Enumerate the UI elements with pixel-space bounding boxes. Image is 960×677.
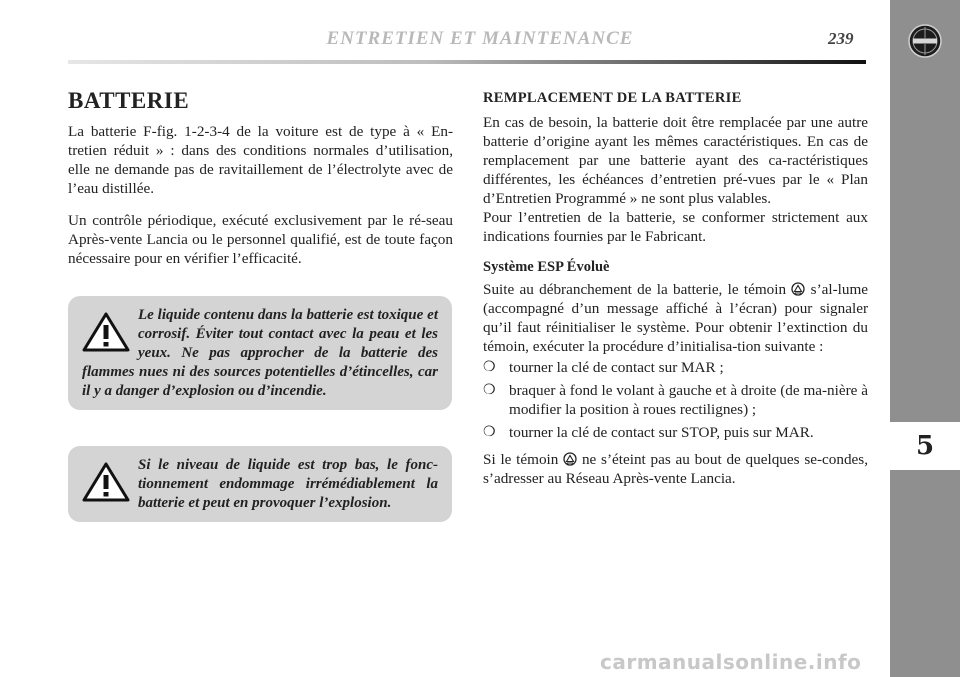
- replacement-paragraph-1: En cas de besoin, la batterie doit être remplacée par une autre batterie d’origine ayant les mêmes caractéristiques. En cas de remplacement par une batterie ayant des ca-ractéristiques différentes, les échéances d’entretien pré-vues par le « Plan d’Entretien Programmé » ne sont plus valables.: [483, 114, 868, 207]
- bullet-circle-icon: ❍: [483, 425, 496, 440]
- watermark: carmanualsonline.info: [600, 650, 862, 674]
- esp-final-paragraph: [483, 450, 868, 488]
- esp-warning-light-icon: [791, 282, 805, 296]
- replacement-paragraph-2: Pour l’entretien de la batterie, se conformer strictement aux indications fournies par le Fabricant.: [483, 209, 868, 245]
- left-column: [68, 88, 453, 281]
- bullet-circle-icon: ❍: [483, 383, 496, 398]
- section-title: BATTERIE: [68, 88, 190, 113]
- replacement-title: REMPLACEMENT DE LA BATTERIE: [483, 90, 742, 106]
- esp-final-end: ne s’éteint pas au bout de quelques se-condes, s’adresser au Réseau Après-vente Lancia.: [483, 451, 869, 487]
- battery-paragraph-1: La batterie F-fig. 1-2-3-4 de la voiture est de type à « En-tretien réduit » : dans des conditions normales d’utilisation, elle ne demande pas de ravitaillement de l’électrolyte avec de l’eau distillée.: [68, 123, 453, 197]
- right-column: [483, 88, 868, 501]
- warning-box-level: [68, 446, 452, 522]
- warning-text-level: Si le niveau de liquide est trop bas, le fonc-tionnement endommage irrémédiablement la batterie et peut en provoquer l’explosion.: [138, 457, 438, 511]
- chapter-sidebar: [890, 0, 960, 677]
- esp-intro-start: Suite au débranchement de la batterie, le témoin: [483, 281, 787, 298]
- warning-box-toxic: [68, 296, 452, 410]
- header-rule: [68, 60, 866, 64]
- list-item: ❍ tourner la clé de contact sur MAR ;: [483, 359, 724, 376]
- running-title: ENTRETIEN ET MAINTENANCE: [326, 28, 634, 49]
- procedure-list: [483, 358, 868, 442]
- esp-intro: [483, 280, 868, 356]
- bullet-circle-icon: ❍: [483, 360, 496, 375]
- esp-warning-light-icon: [563, 452, 577, 466]
- list-item: ❍ tourner la clé de contact sur STOP, puis sur MAR.: [483, 424, 814, 441]
- page-number: 239: [828, 29, 854, 48]
- chapter-number-tab: 5: [890, 422, 960, 470]
- list-item: ❍ braquer à fond le volant à gauche et à droite (de ma-nière à modifier la position à roues rectilignes) ;: [483, 382, 868, 418]
- battery-paragraph-2: Un contrôle périodique, exécuté exclusivement par le ré-seau Après-vente Lancia ou le personnel qualifié, est de toute façon nécessaire pour en vérifier l’efficacité.: [68, 212, 453, 267]
- warning-triangle-icon: [82, 312, 130, 352]
- warning-triangle-icon: [82, 462, 130, 502]
- warning-text-toxic: Le liquide contenu dans la batterie est toxique et corrosif. Éviter tout contact avec la peau et les yeux. Ne pas approcher de la batterie des flammes nues ni des sources potentielles d’étincelles, car il y a danger d’explosion ou d’incendie.: [82, 307, 438, 399]
- esp-title: Système ESP Évoluè: [483, 259, 610, 275]
- esp-intro-end: s’al-lume (accompagné d’un message affiché à l’écran) pour signaler qu’il faut réinitialiser le système. Pour obtenir l’extinction du témoin, exécuter la procédure d’initialisa-tion suivante :: [483, 281, 869, 355]
- lancia-logo-icon: [908, 24, 942, 58]
- esp-final-start: Si le témoin: [483, 451, 559, 468]
